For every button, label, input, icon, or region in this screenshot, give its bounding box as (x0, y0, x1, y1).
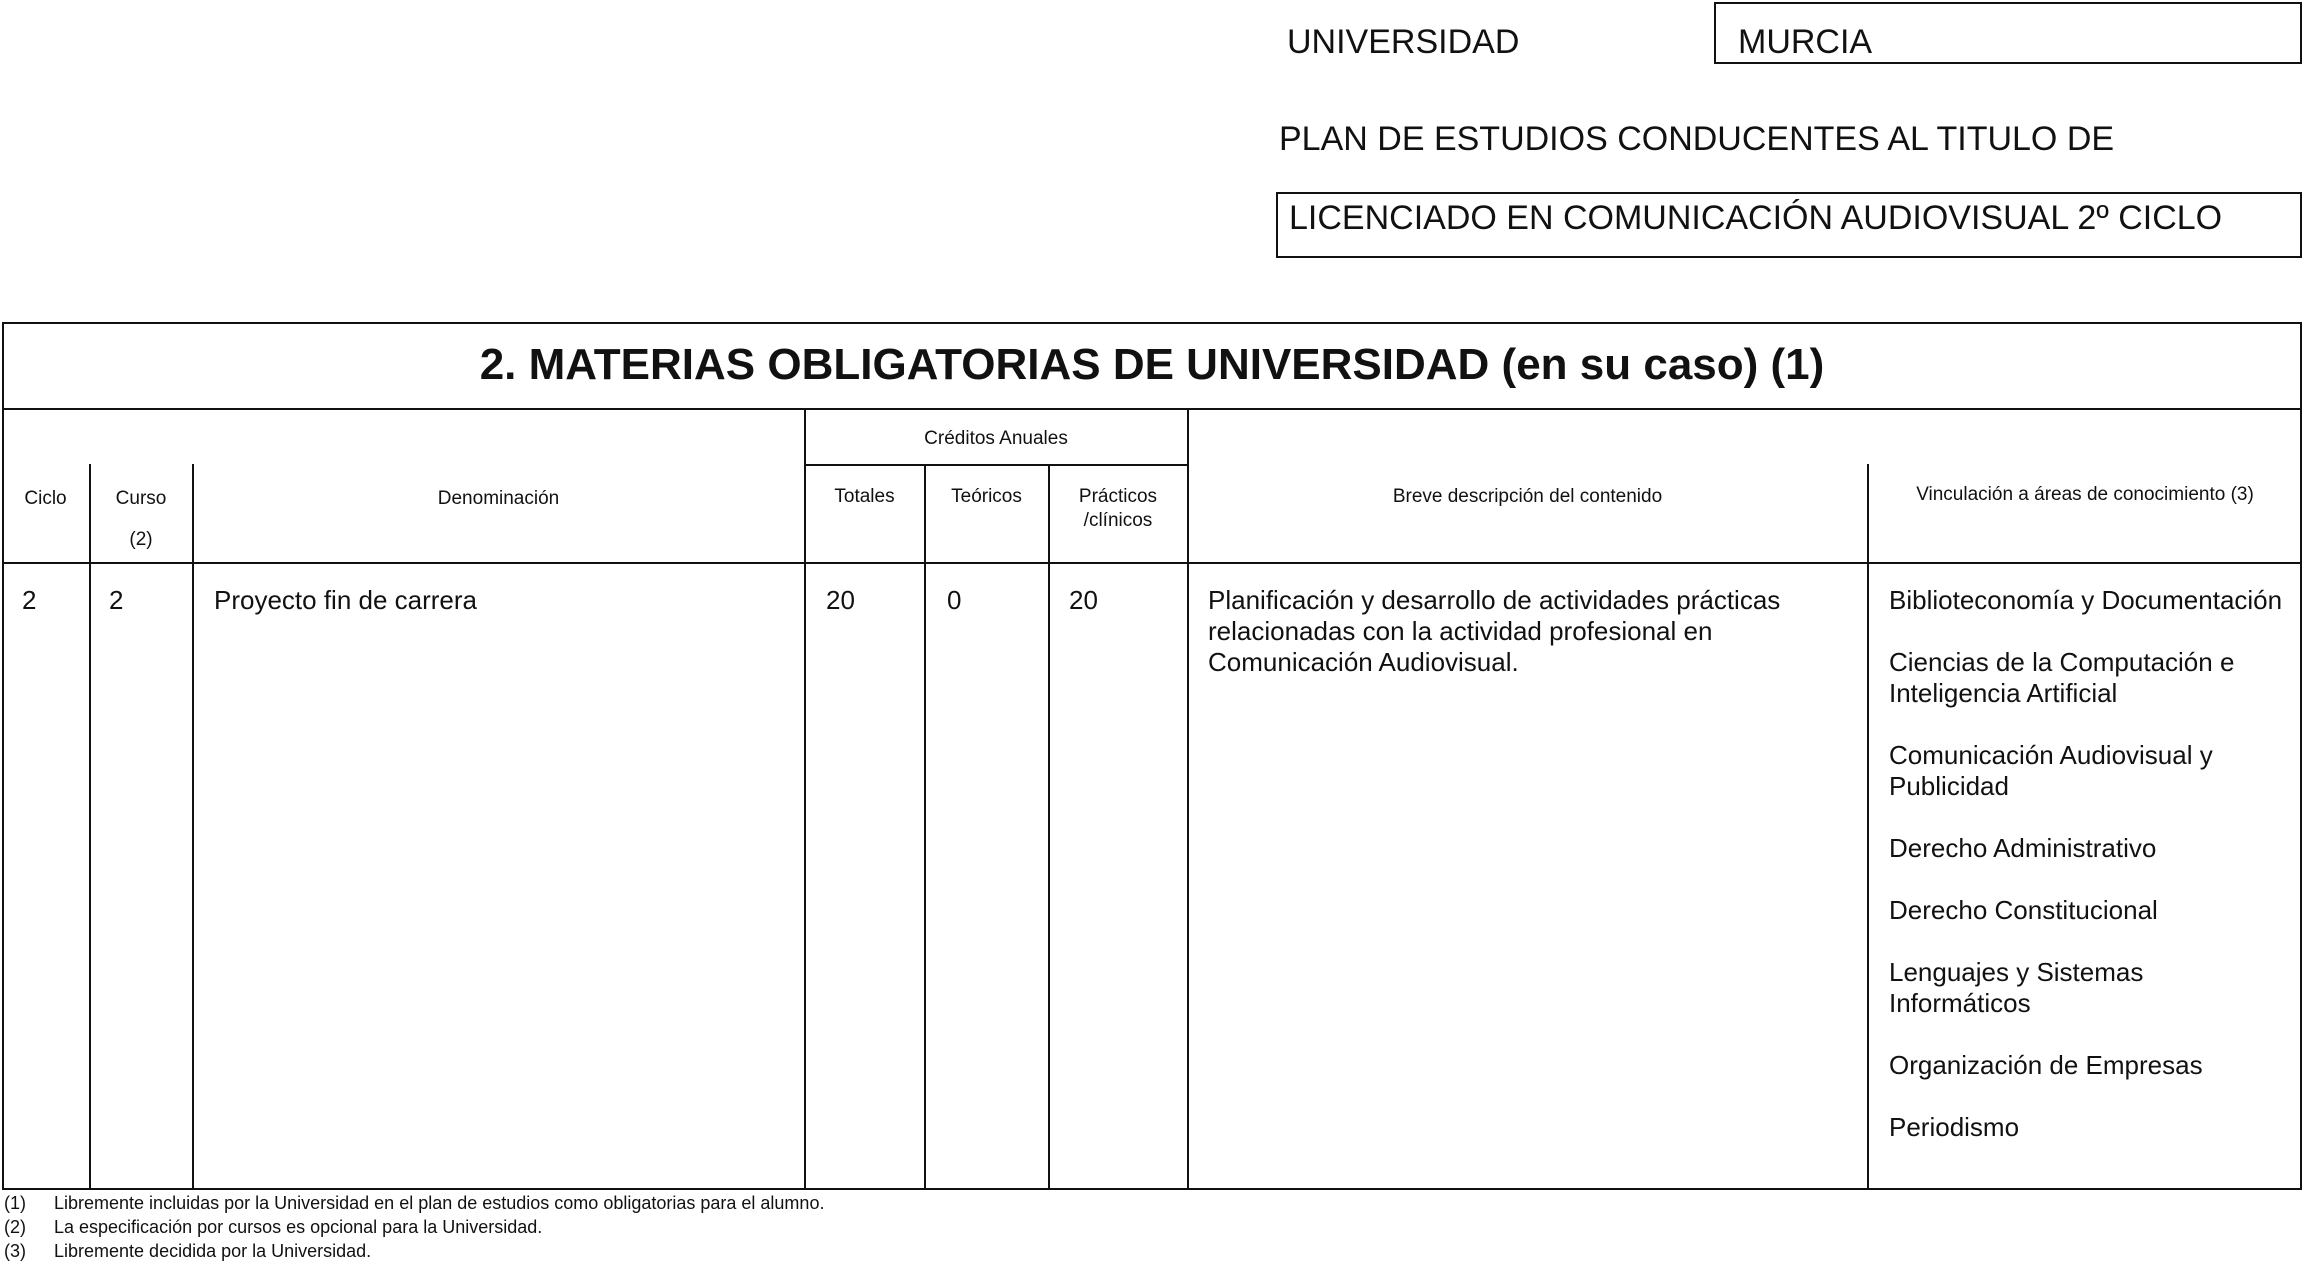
table-rule (804, 408, 806, 1190)
cell-descripcion: Planificación y desarrollo de actividades prácticas relacionadas con la actividad profesional en Comunicación Audiovisual. (1208, 585, 1781, 677)
col-ciclo: Ciclo (24, 488, 67, 509)
footnote-number: (1) (4, 1193, 26, 1213)
footnote-number: (2) (4, 1217, 26, 1237)
universidad-value: MURCIA (1738, 23, 1873, 61)
table-rule (192, 464, 194, 1190)
table-rule (2, 408, 2302, 410)
col-denominacion: Denominación (437, 488, 560, 509)
footnote-2 (4, 1216, 542, 1238)
col-vinculacion: Vinculación a áreas de conocimiento (3) (1916, 484, 2254, 505)
col-practicos: Prácticos /clínicos (1078, 486, 1158, 531)
area-item: Comunicación Audiovisual y Publicidad (1889, 740, 2213, 801)
cell-denominacion: Proyecto fin de carrera (214, 585, 478, 615)
table-rule (1048, 464, 1050, 1190)
table-rule (2, 562, 2302, 564)
cell-curso: 2 (109, 585, 124, 615)
col-curso-note: (2) (129, 529, 153, 550)
footnote-1 (4, 1192, 824, 1214)
col-curso: Curso (115, 488, 167, 509)
titulo-field (1276, 192, 2302, 258)
titulo-value: LICENCIADO EN COMUNICACIÓN AUDIOVISUAL 2º CICLO (1289, 199, 2223, 237)
table-rule (1187, 408, 1189, 1190)
area-item: Derecho Constitucional (1889, 895, 2158, 925)
col-teoricos: Teóricos (951, 486, 1022, 507)
table-rule (89, 464, 91, 1190)
cell-totales: 20 (826, 585, 855, 615)
area-item: Lenguajes y Sistemas Informáticos (1889, 957, 2144, 1018)
cell-teoricos: 0 (947, 585, 962, 615)
area-item: Organización de Empresas (1889, 1050, 2203, 1080)
universidad-field (1714, 2, 2302, 64)
cell-areas (1889, 585, 2289, 1174)
footnote-text: La especificación por cursos es opcional para la Universidad. (54, 1217, 543, 1237)
table-rule (1867, 464, 1869, 1190)
table-rule (805, 464, 1188, 466)
table-rule (924, 464, 926, 1190)
col-totales: Totales (834, 486, 895, 507)
creditos-group-header: Créditos Anuales (924, 428, 1068, 449)
universidad-label: UNIVERSIDAD (1287, 23, 1520, 61)
footnote-number: (3) (4, 1241, 26, 1261)
cell-ciclo: 2 (22, 585, 37, 615)
footnote-3 (4, 1240, 371, 1262)
col-descripcion: Breve descripción del contenido (1392, 486, 1663, 507)
footnote-text: Libremente decidida por la Universidad. (54, 1241, 372, 1261)
plan-label: PLAN DE ESTUDIOS CONDUCENTES AL TITULO DE (1279, 120, 2115, 158)
area-item: Ciencias de la Computación e Inteligencia Artificial (1889, 647, 2235, 708)
cell-practicos: 20 (1069, 585, 1098, 615)
footnote-text: Libremente incluidas por la Universidad en el plan de estudios como obligatorias para el alumno. (54, 1193, 825, 1213)
table-title: 2. MATERIAS OBLIGATORIAS DE UNIVERSIDAD (en su caso) (1) (479, 340, 1825, 389)
area-item: Biblioteconomía y Documentación (1889, 585, 2283, 615)
area-item: Periodismo (1889, 1112, 2020, 1142)
area-item: Derecho Administrativo (1889, 833, 2157, 863)
